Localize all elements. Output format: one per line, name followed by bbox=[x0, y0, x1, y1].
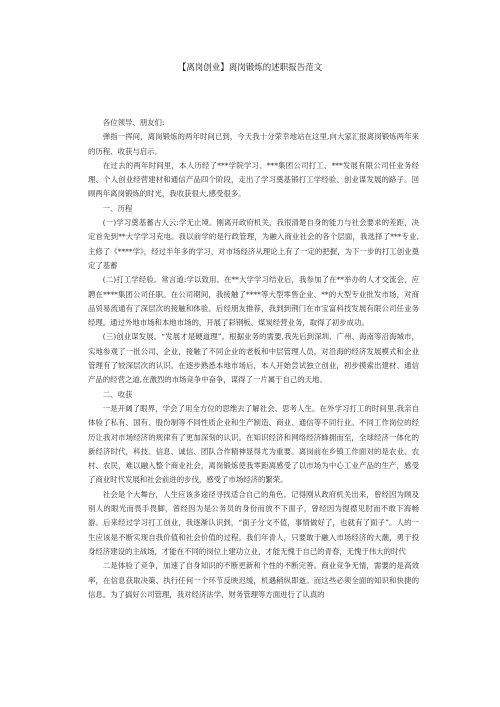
document-body bbox=[88, 116, 419, 602]
body-paragraph: 二是体验了竞争，加速了自身知识的不断更新和个性的不断完善。商业竞争无情，需要的是高效率，在信息获取决策、执行任何一个环节反映迟缓，机遇稍纵即逝。而这些必须全面的知识和快捷的信息。为了搞好公司管理，我对经济法学、财务管理等方面进行了认真的 bbox=[88, 561, 419, 599]
body-paragraph: (二)打工学经验。常言道:学以致用。在**大学学习结业后，我参加了在**举办的人才交流会，应聘在****集团公司任职。在公司期间，我接触了****等大型零售企业、**的大型专业批发市场，对商品贸易流通有了深层次的接触和体验。后经朋友推荐，我到到荆门在市宝富科技发展有限公司任业务经理。通过外地市场和本地市场的，开展了彩钢板、煤炭经营业务，取得了初步成功。 bbox=[88, 275, 419, 328]
body-paragraph: 在过去的两年时间里，本人历经了***学院学习、***集团公司打工、***发展有限公司任业务经理、个人创业经营建材和通信产品四个阶段，走出了学习奠基锻打工学经验、创业谋发展的路子。回顾两年离岗锻炼的时光，我收获很大,感受很多。 bbox=[88, 160, 419, 199]
body-paragraph: (三)创业谋发展。“发展才是硬道理”。根据业务的需要,我先后到深圳、广州、海南等沿海城市，实地参观了一批公司、企业，接触了不同企业的老板和中层管理人员，对沿海的经济发展模式和企业管理有了较深层次的认识。在逐步熟悉本地市场后，本人开始尝试独立创业，初步摸索出建材、通信产品的经营之道,在激烈的市场竞争中奋争，谋得了一片属于自己的天地。 bbox=[88, 332, 419, 385]
document-title: 【离岗创业】离岗锻炼的述职报告范文 bbox=[177, 63, 323, 73]
body-paragraph: 各位领导、朋友们: bbox=[102, 118, 165, 127]
body-paragraph: 社会是个大舞台，人生应该多途径寻找适合自己的角色。记得刚从政府机关出来，曾经因为顾及别人的眼光而畏手畏脚，曾经因为是公务员的身份而放不下面子，曾经因为提襟见肘而不敢下海畅游。后来经过学习打工创业，我逐渐认识到，“面子分文不值，事情做好了，也就有了面子”。人的一生应该是不断实现自我价值和社会价值的过程。我们年青人，只要敢于融入市场经济的大潮，勇于投身经济建设的主战场，才能在不同的岗位上建功立业，才能无愧于自己的青春，无愧于伟大的时代 bbox=[88, 489, 419, 556]
body-paragraph: 二、收获 bbox=[102, 389, 133, 399]
body-paragraph: 一、历程 bbox=[102, 203, 133, 213]
body-paragraph: 一是开阔了眼界，学会了用全方位的思维去了解社会、思考人生。在外学习打工的时间里,我亲自体验了私有、国有、股份制等不同性质企业和生产制造、商业、通信等不同行业。不同工作岗位的经历让我对市场经济的规律有了更加深刻的认识。在知识经济和网络经济蜂拥而至，全球经济一体化的新经济时代，科技、信息、诚信、团队合作精神显得尤为重要。离岗前在乡镇工作面对的是农业、农村、农民，难以融入整个商业社会，离岗锻炼使我零距离感受了以市场为中心工业产品的生产，感受了商业时代发展和社会前进的步伐，感受了市场经济的繁荣。 bbox=[88, 403, 419, 485]
body-paragraph: 弹指一挥间，离岗锻炼的两年时间已到，今天我十分荣幸地站在这里,向大家汇报离岗锻炼两年来的历程、收获与启示。 bbox=[88, 132, 419, 156]
body-paragraph: (一)学习奠基蓄古人云:学无止境。刚离开政府机关，我很清楚自身的能力与社会要求的差距，决定首先到**大学学习充电。我以前学的是行政管理，为融入商业社会的各个层面，我选择了***专业,主修了《****学》，经过半年多的学习，对市场经济从理论上有了一定的把握，为下一步的打工创业奠定了基蓄 bbox=[88, 218, 419, 270]
